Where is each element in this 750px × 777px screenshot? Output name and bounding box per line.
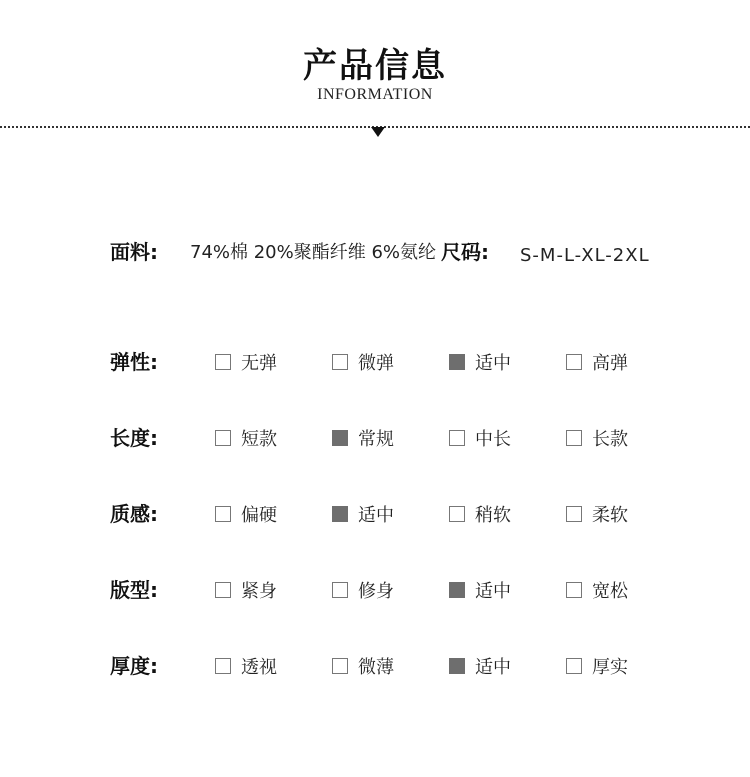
down-arrow-icon [371,127,385,137]
attribute-label: 厚度: [110,654,158,678]
size-value: S-M-L-XL-2XL [520,245,650,266]
attribute-option [566,425,628,451]
option-label: 宽松 [592,581,628,602]
unchecked-box-icon [215,658,231,674]
size-label: 尺码: [441,240,489,264]
attribute-option [332,349,394,375]
option-label: 微薄 [358,657,394,678]
option-label: 长款 [592,429,628,450]
checked-box-icon [449,354,465,370]
unchecked-box-icon [332,582,348,598]
option-label: 微弹 [358,353,394,374]
fabric-label: 面料: [110,240,158,264]
unchecked-box-icon [215,354,231,370]
unchecked-box-icon [449,430,465,446]
attribute-option [332,425,394,451]
attribute-option [215,501,277,527]
attribute-option [449,653,511,679]
attribute-option [566,349,628,375]
option-label: 适中 [475,657,511,678]
attribute-option [332,501,394,527]
attribute-label: 版型: [110,578,158,602]
checked-box-icon [332,506,348,522]
option-label: 短款 [241,429,277,450]
attribute-label: 质感: [110,502,158,526]
option-label: 透视 [241,657,277,678]
attribute-option [566,653,628,679]
attribute-option [215,577,277,603]
unchecked-box-icon [332,354,348,370]
option-label: 适中 [475,581,511,602]
option-label: 厚实 [592,657,628,678]
attribute-label: 长度: [110,426,158,450]
checked-box-icon [449,582,465,598]
unchecked-box-icon [215,506,231,522]
attribute-label: 弹性: [110,350,158,374]
option-label: 紧身 [241,581,277,602]
option-label: 常规 [358,429,394,450]
option-label: 偏硬 [241,505,277,526]
checked-box-icon [449,658,465,674]
option-label: 柔软 [592,505,628,526]
attribute-option [449,425,511,451]
page-subtitle: INFORMATION [317,86,433,103]
attribute-option [332,653,394,679]
unchecked-box-icon [566,430,582,446]
unchecked-box-icon [566,582,582,598]
attribute-option [215,349,277,375]
attribute-option [215,425,277,451]
unchecked-box-icon [215,430,231,446]
attribute-option [449,501,511,527]
checked-box-icon [332,430,348,446]
unchecked-box-icon [215,582,231,598]
page-title: 产品信息 [303,46,447,86]
unchecked-box-icon [449,506,465,522]
option-label: 高弹 [592,353,628,374]
attribute-option [332,577,394,603]
unchecked-box-icon [566,658,582,674]
unchecked-box-icon [566,506,582,522]
attribute-option [449,349,511,375]
attribute-option [566,577,628,603]
attribute-option [215,653,277,679]
fabric-value: 74%棉 20%聚酯纤维 6%氨纶 [190,242,437,263]
unchecked-box-icon [566,354,582,370]
option-label: 修身 [358,581,394,602]
option-label: 适中 [358,505,394,526]
attribute-option [566,501,628,527]
option-label: 适中 [475,353,511,374]
unchecked-box-icon [332,658,348,674]
attribute-option [449,577,511,603]
option-label: 无弹 [241,353,277,374]
option-label: 稍软 [475,505,511,526]
option-label: 中长 [475,429,511,450]
